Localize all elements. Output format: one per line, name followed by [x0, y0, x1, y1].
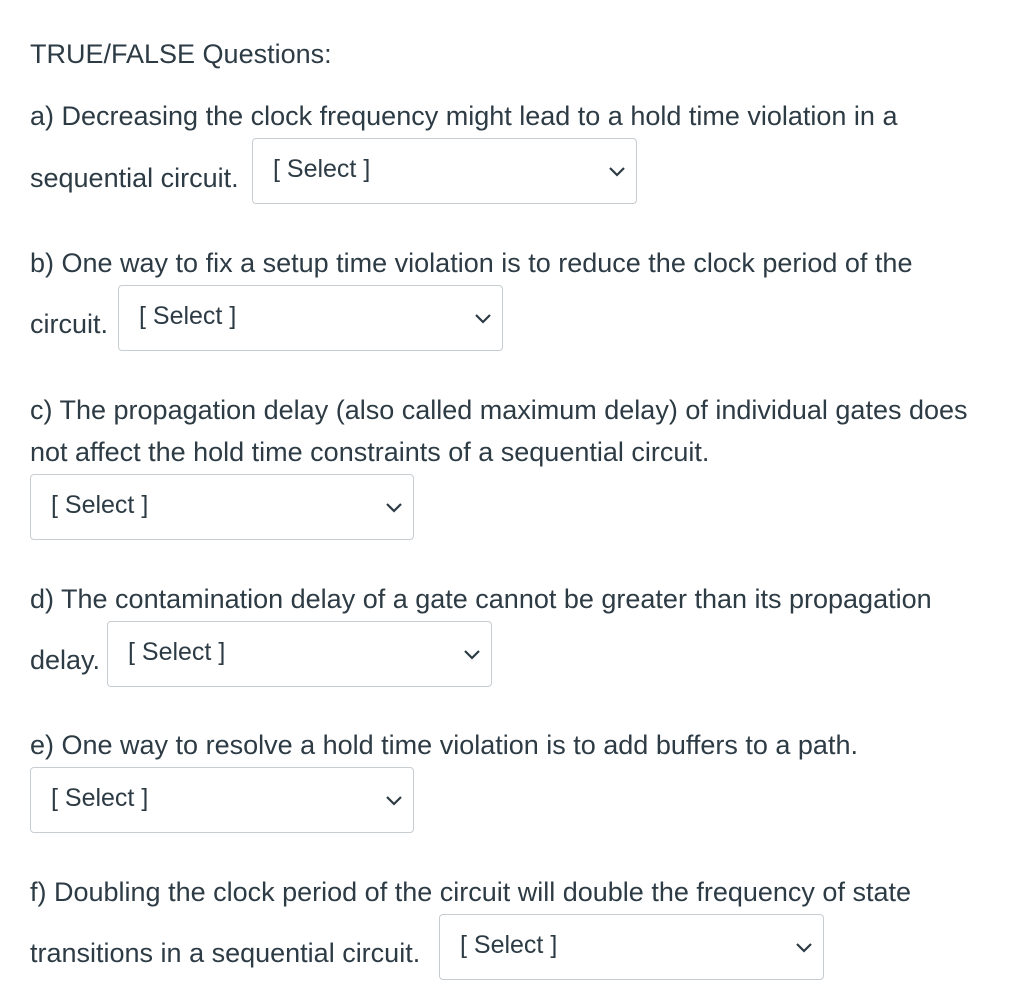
- question-b-text-cont: circuit.: [30, 309, 109, 339]
- question-b-text: b) One way to fix a setup time violation is to reduce the clock period of the: [30, 248, 913, 278]
- question-c-select-value: [ Select ]: [51, 491, 149, 519]
- question-f-select[interactable]: [439, 914, 824, 980]
- question-f-select-value: [ Select ]: [460, 931, 558, 959]
- chevron-down-icon: [474, 313, 492, 325]
- question-c-select[interactable]: [30, 474, 414, 540]
- question-d-select[interactable]: [107, 621, 492, 687]
- question-e-select-value: [ Select ]: [51, 784, 149, 812]
- question-d-text-cont: delay.: [30, 645, 101, 675]
- question-f-text: f) Doubling the clock period of the circuit will double the frequency of state: [30, 877, 911, 907]
- page-title: TRUE/FALSE Questions:: [30, 39, 332, 69]
- question-d-text: d) The contamination delay of a gate cannot be greater than its propagation: [30, 584, 932, 614]
- question-c-text: c) The propagation delay (also called maximum delay) of individual gates does: [30, 395, 968, 425]
- chevron-down-icon: [795, 942, 813, 954]
- chevron-down-icon: [608, 166, 626, 178]
- question-a-select[interactable]: [252, 138, 637, 204]
- chevron-down-icon: [463, 649, 481, 661]
- question-c-text-cont: not affect the hold time constraints of a sequential circuit.: [30, 437, 710, 467]
- question-f-text-cont: transitions in a sequential circuit.: [30, 938, 421, 968]
- chevron-down-icon: [385, 502, 403, 514]
- chevron-down-icon: [385, 795, 403, 807]
- question-b-select-value: [ Select ]: [139, 302, 237, 330]
- question-e-select[interactable]: [30, 767, 414, 833]
- question-b-select[interactable]: [118, 285, 503, 351]
- question-a-select-value: [ Select ]: [273, 155, 371, 183]
- question-e-text: e) One way to resolve a hold time violation is to add buffers to a path.: [30, 730, 858, 760]
- question-d-select-value: [ Select ]: [128, 638, 226, 666]
- question-a-text: a) Decreasing the clock frequency might lead to a hold time violation in a: [30, 101, 898, 131]
- question-a-text-cont: sequential circuit.: [30, 163, 239, 193]
